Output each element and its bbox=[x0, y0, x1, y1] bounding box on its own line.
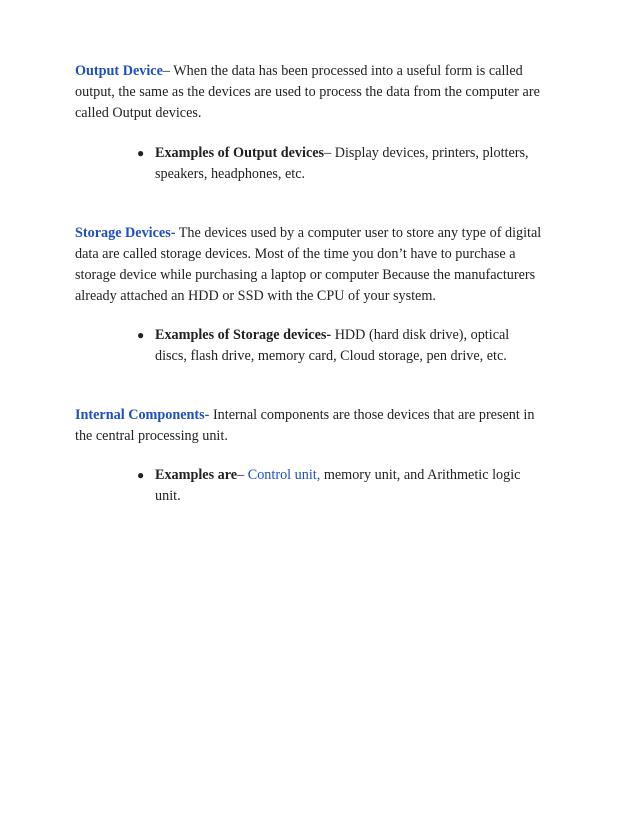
output-device-heading: Output Device bbox=[75, 63, 163, 79]
output-devices-bullet-text: Display devices, printers, plotters, speakers, headphones, etc. bbox=[155, 145, 529, 182]
separator: – bbox=[324, 145, 335, 161]
internal-components-bullet-label: Examples are bbox=[155, 467, 238, 483]
storage-devices-bullet bbox=[137, 325, 540, 367]
internal-components-bullet-text: memory unit, and Arithmetic logic unit. bbox=[155, 467, 521, 504]
storage-devices-heading: Storage Devices- bbox=[75, 225, 176, 241]
bullet-icon: ● bbox=[137, 468, 145, 482]
separator: – bbox=[162, 63, 174, 79]
storage-devices-body: The devices used by a computer user to store any type of digital data are called storage devices. Most of the time you don’t have to purchase a storage device while purchasing a laptop or computer Because the manufacturers already attached an HDD or SSD with the CPU of your system. bbox=[75, 225, 542, 304]
output-device-paragraph bbox=[75, 61, 545, 124]
bullet-icon: ● bbox=[137, 328, 145, 342]
bullet-icon: ● bbox=[137, 146, 145, 160]
storage-devices-bullet-label: Examples of Storage devices- bbox=[155, 327, 332, 343]
storage-devices-paragraph bbox=[75, 223, 545, 307]
output-devices-bullet-label: Examples of Output devices bbox=[155, 145, 325, 161]
control-unit-link[interactable]: Control unit, bbox=[247, 467, 321, 483]
internal-components-body: Internal components are those devices that are present in the central processing unit. bbox=[75, 407, 535, 444]
internal-components-paragraph bbox=[75, 405, 545, 447]
storage-devices-bullet-text: HDD (hard disk drive), optical discs, flash drive, memory card, Cloud storage, pen drive, etc. bbox=[155, 327, 510, 364]
output-devices-bullet bbox=[137, 143, 540, 185]
internal-components-heading: Internal Components- bbox=[75, 407, 210, 423]
internal-components-bullet bbox=[137, 465, 540, 507]
separator: – bbox=[237, 467, 248, 483]
output-device-body: When the data has been processed into a useful form is called output, the same as the devices are used to process the data from the computer are called Output devices. bbox=[75, 63, 540, 121]
